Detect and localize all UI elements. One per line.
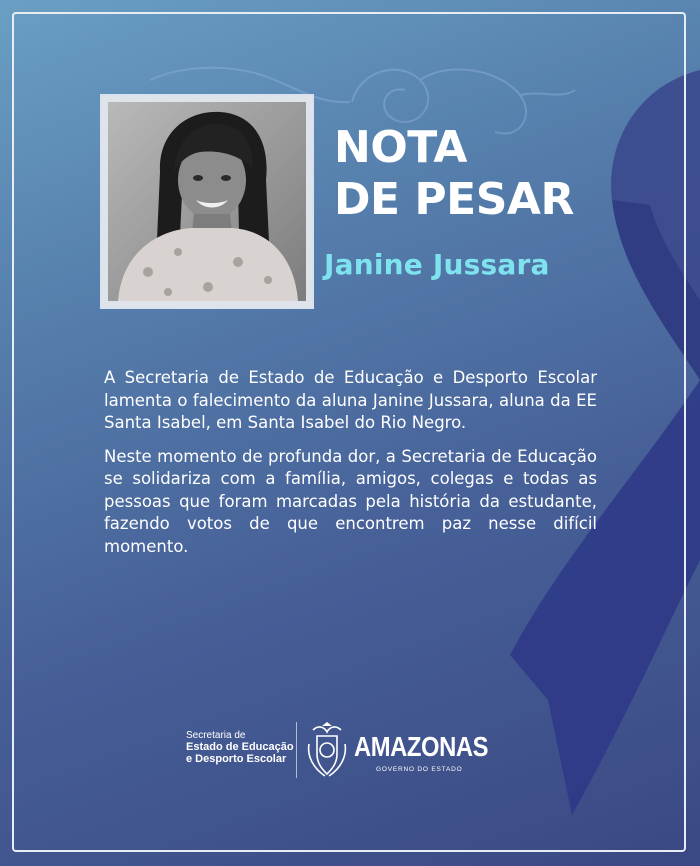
amazonas-brand: AMAZONAS bbox=[354, 731, 489, 762]
state-crest-icon bbox=[305, 722, 349, 780]
message-paragraph-1: A Secretaria de Estado de Educação e Desporto Escolar lamenta o falecimento da aluna Janine Jussara, aluna da EE Santa Isabel, em Santa Isabel do Rio Negro. bbox=[104, 368, 597, 432]
amazonas-brand-subtitle: GOVERNO DO ESTADO bbox=[376, 766, 463, 773]
secretaria-line-2: Estado de Educação bbox=[186, 741, 294, 753]
secretaria-line-3: e Desporto Escolar bbox=[186, 753, 287, 765]
secretaria-line-1: Secretaria de bbox=[186, 730, 246, 741]
portrait-icon bbox=[108, 102, 306, 301]
student-name: Janine Jussara bbox=[324, 248, 550, 281]
footer-divider bbox=[296, 722, 297, 778]
photo-frame bbox=[100, 94, 314, 309]
message-paragraph-2: Neste momento de profunda dor, a Secretaria de Educação se solidariza com a família, amigos, colegas e todas as pessoas que foram marcadas pela história da estudante, fazendo votos de que encontrem paz nesse difícil momento. bbox=[104, 446, 597, 556]
secretaria-logo-text bbox=[186, 730, 294, 765]
title-line-1: NOTA bbox=[334, 122, 467, 173]
title-line-2: DE PESAR bbox=[334, 174, 574, 225]
message-body bbox=[104, 367, 597, 569]
page-title bbox=[334, 122, 574, 226]
portrait-photo bbox=[108, 102, 306, 301]
